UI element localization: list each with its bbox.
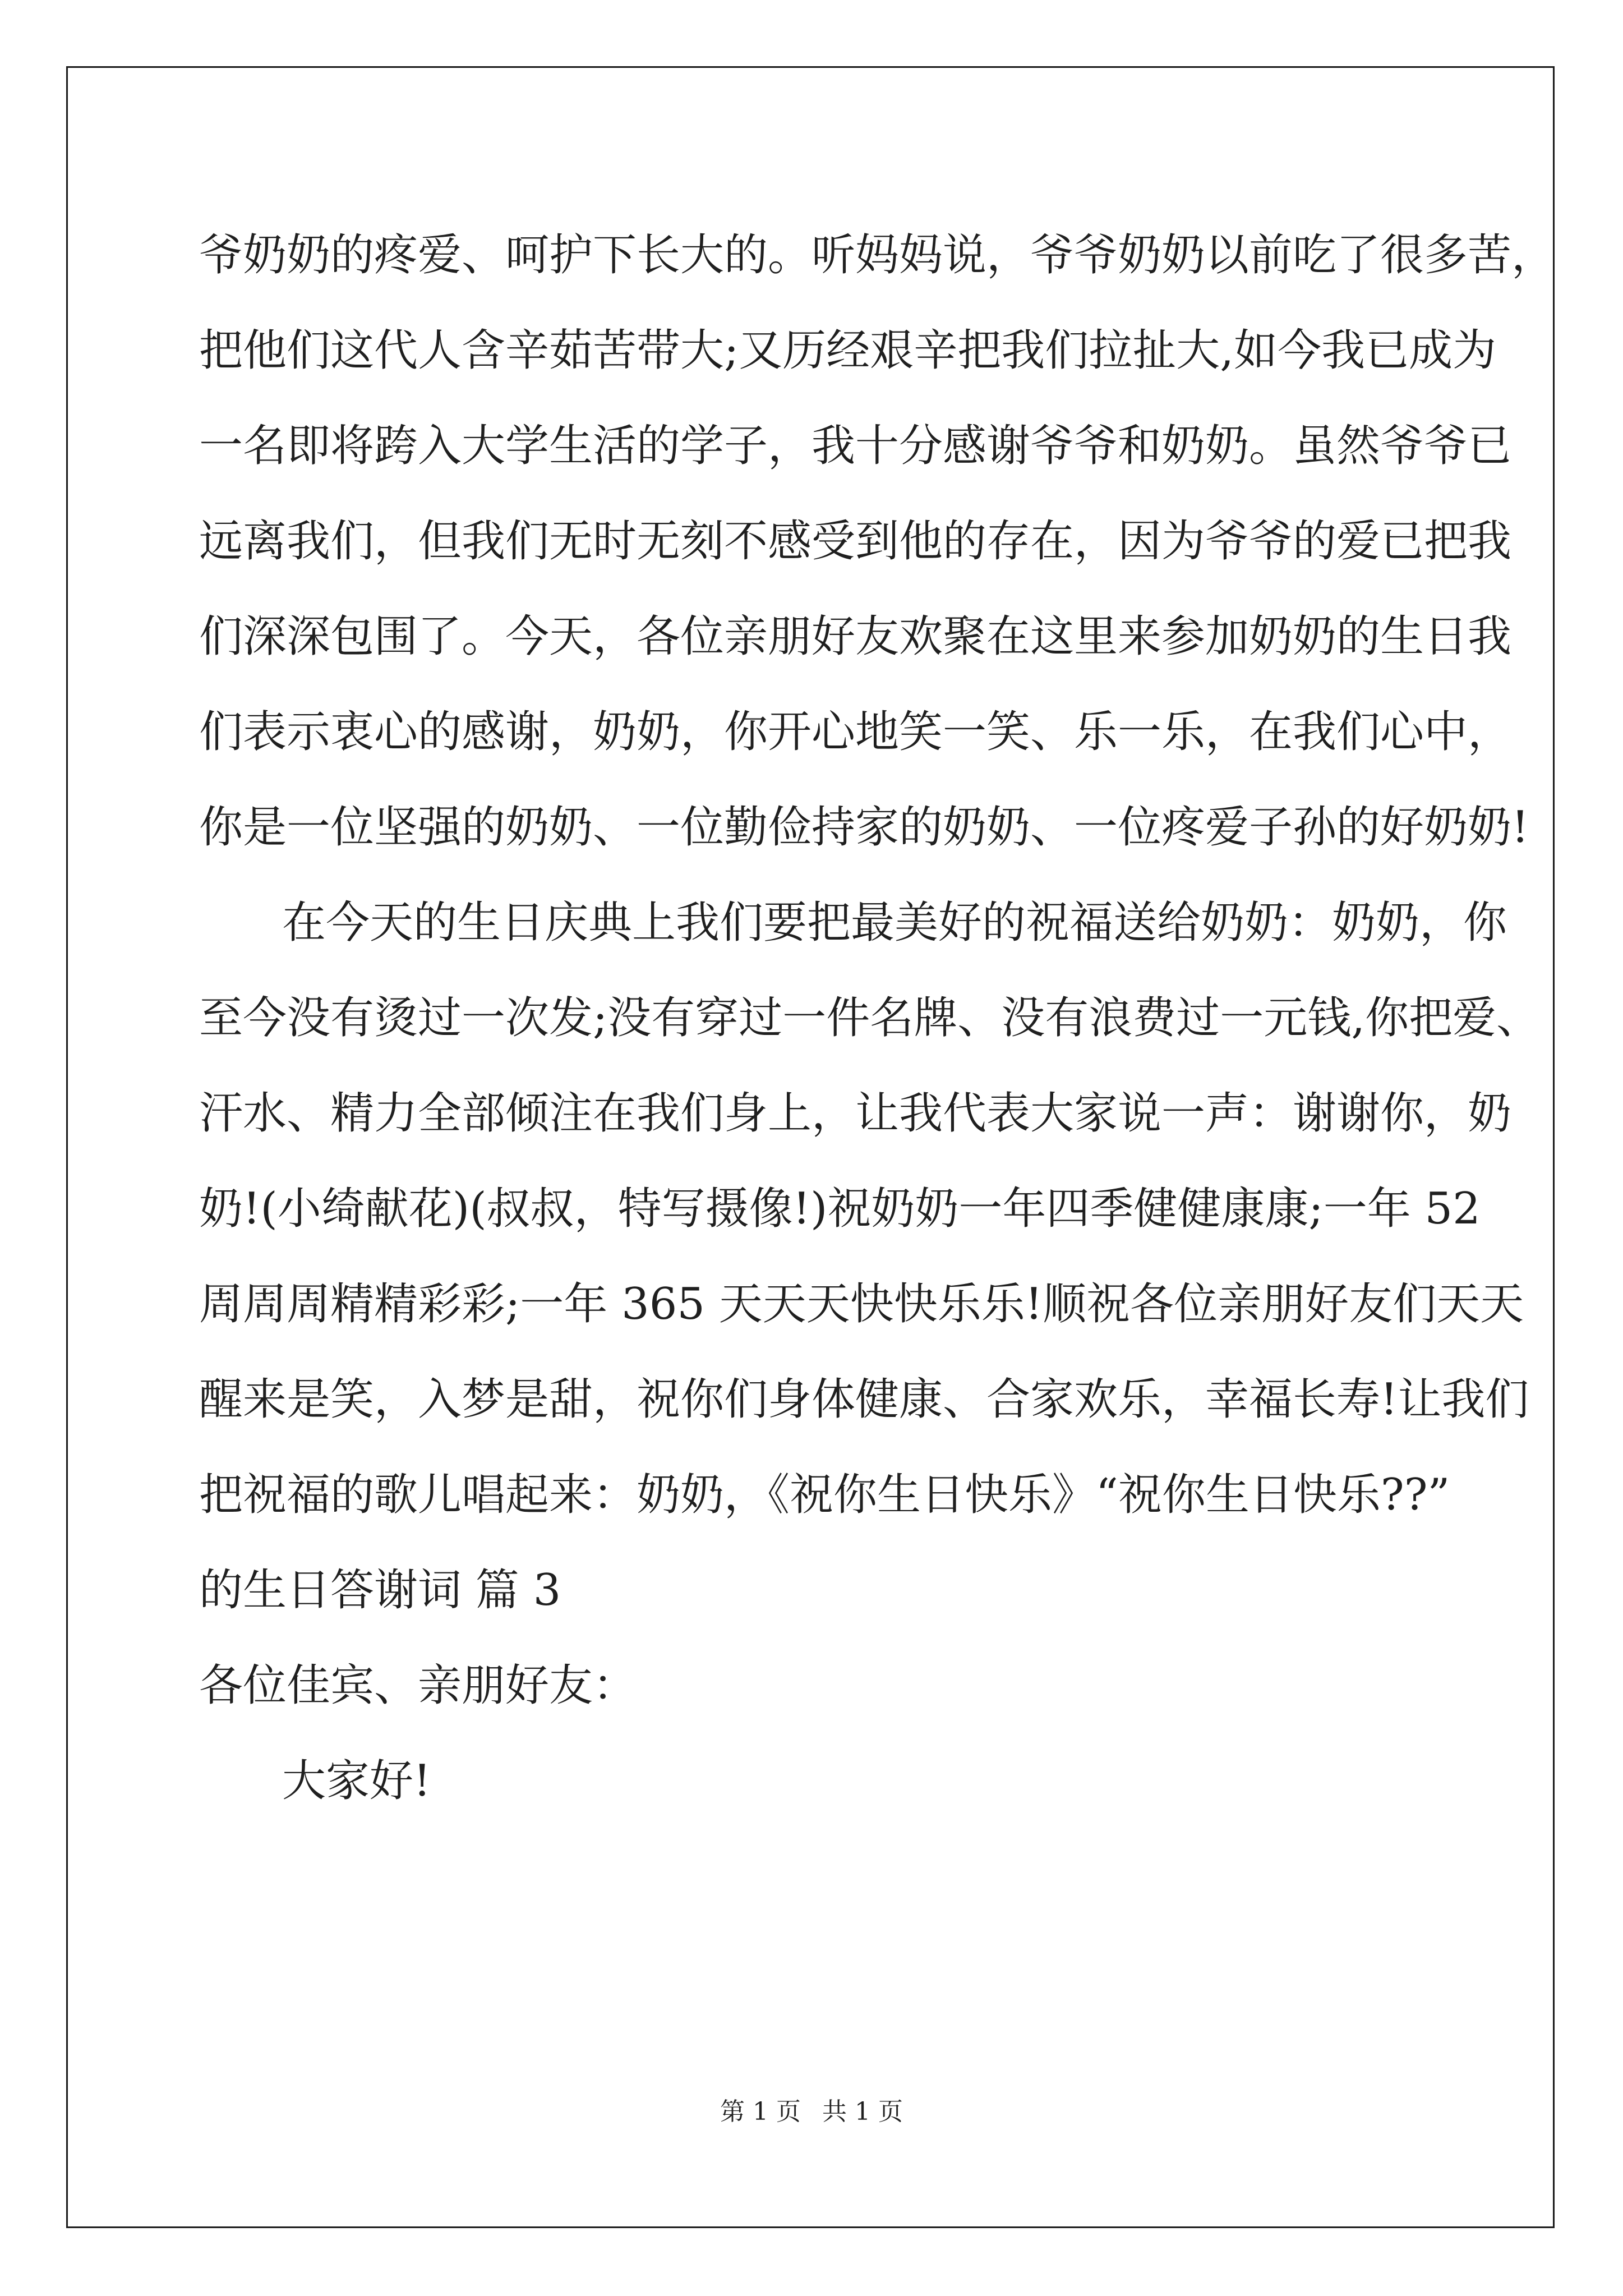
text-line: 远离我们，但我们无时无刻不感受到他的存在，因为爷爷的爱已把我 xyxy=(199,516,1512,567)
paragraph xyxy=(199,1543,1427,1638)
paragraph xyxy=(199,875,1541,1543)
text-line: 把他们这代人含辛茹苦带大;又历经艰辛把我们拉扯大,如今我已成为 xyxy=(199,325,1497,376)
text-line: 们深深包围了。今天，各位亲朋好友欢聚在这里来参加奶奶的生日我 xyxy=(199,611,1512,662)
text-line: 你是一位坚强的奶奶、一位勤俭持家的奶奶、一位疼爱子孙的好奶奶! xyxy=(199,802,1529,853)
paragraph xyxy=(199,1733,1427,1829)
text-line: 爷奶奶的疼爱、呵护下长大的。听妈妈说，爷爷奶奶以前吃了很多苦， xyxy=(199,230,1556,280)
current-page-label: 第 1 页 xyxy=(720,2097,801,2126)
text-line: 醒来是笑，入梦是甜，祝你们身体健康、合家欢乐，幸福长寿!让我们 xyxy=(199,1374,1529,1425)
text-line: 汗水、精力全部倾注在我们身上，让我代表大家说一声：谢谢你，奶 xyxy=(199,1088,1512,1139)
text-line: 一名即将跨入大学生活的学子，我十分感谢爷爷和奶奶。虽然爷爷已 xyxy=(199,421,1512,471)
text-line: 大家好! xyxy=(282,1756,431,1806)
total-pages-label: 共 1 页 xyxy=(822,2097,903,2126)
text-line: 至今没有烫过一次发;没有穿过一件名牌、没有浪费过一元钱,你把爱、 xyxy=(199,993,1541,1043)
text-line: 在今天的生日庆典上我们要把最美好的祝福送给奶奶：奶奶，你 xyxy=(282,898,1507,948)
document-body xyxy=(199,208,1556,1829)
text-line: 的生日答谢词 篇 3 xyxy=(199,1565,561,1616)
text-line: 周周周精精彩彩;一年 365 天天天快快乐乐!顺祝各位亲朋好友们天天 xyxy=(199,1279,1524,1329)
paragraph xyxy=(199,1638,1427,1733)
page-footer xyxy=(0,2091,1623,2127)
text-line: 把祝福的歌儿唱起来：奶奶，《祝你生日快乐》“祝你生日快乐??” xyxy=(199,1470,1450,1520)
paragraph xyxy=(199,208,1556,875)
text-line: 奶!(小绮献花)(叔叔，特写摄像!)祝奶奶一年四季健健康康;一年 52 xyxy=(199,1184,1481,1234)
text-line: 各位佳宾、亲朋好友： xyxy=(199,1660,637,1711)
text-line: 们表示衷心的感谢，奶奶，你开心地笑一笑、乐一乐，在我们心中， xyxy=(199,707,1512,757)
